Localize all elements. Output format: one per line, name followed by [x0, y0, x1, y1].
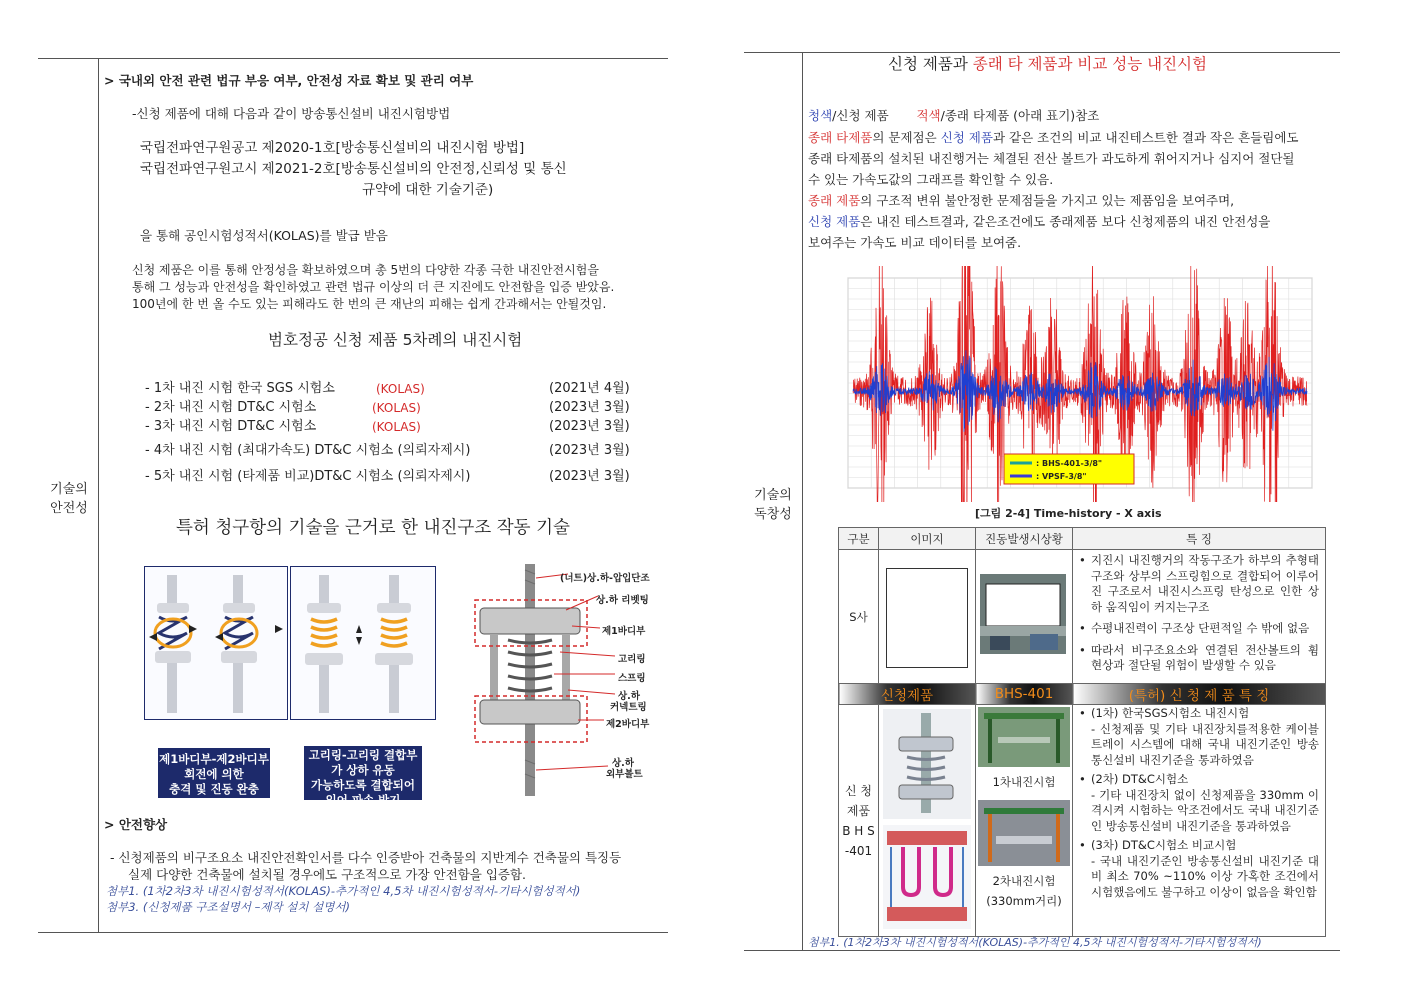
- desc-line: [808, 193, 1234, 209]
- safety-line: 실제 다양한 건축물에 설치될 경우에도 구조적으로 가장 안전함을 입증함.: [128, 867, 527, 882]
- caption-line: 회전에 의한: [184, 767, 244, 781]
- desc-red: 종래 타제품: [808, 130, 873, 145]
- col-header: 이미지: [879, 528, 976, 550]
- feature-item: [1079, 706, 1319, 768]
- test-date: (2023년 3월): [549, 419, 630, 434]
- test-name: - 4차 내진 시험 (최대가속도) DT&C 시험소 (의뢰자제시): [145, 443, 471, 458]
- desc-blue: 신청 제품: [940, 130, 993, 145]
- test-date: (2023년 3월): [549, 400, 630, 415]
- left-column-divider: [98, 58, 99, 933]
- feature-item: • 수평내진력이 구조상 단편적일 수 밖에 없음: [1079, 621, 1319, 637]
- row-label: S사: [839, 550, 879, 684]
- feature-table: [838, 527, 1326, 937]
- test1-photo: [978, 707, 1070, 767]
- row1-vibration-cell: [976, 550, 1073, 684]
- legend-label: : BHS-401-3/8": [1036, 459, 1103, 468]
- table-header-row: [839, 528, 1326, 550]
- right-attachment-note: 첨부1. (1차2차3차 내진시험성적서(KOLAS)-추가적인 4,5차 내진시험성적서-기타시험성적서): [808, 936, 1262, 949]
- legend-text: /신청 제품: [832, 108, 917, 123]
- caption-rotation: [158, 748, 270, 798]
- part-label: 상.하: [618, 691, 640, 702]
- part-label: 상.하 리벳팅: [596, 595, 649, 606]
- mechanism-diagram-rotation: [144, 566, 288, 720]
- time-history-svg: [818, 266, 1318, 502]
- banner-feature: (특허) 신 청 제 품 특 징: [1073, 684, 1326, 705]
- part-label: 제1바디부: [602, 626, 646, 637]
- feature-item: • 지진시 내진행거의 작동구조가 하부의 추형태구조와 상부의 스프링힘으로 결합되어 이루어진 구조로서 내진시스프링 탄성으로 인한 상하 움직임이 커지는구조: [1079, 553, 1319, 615]
- feature-item: [1079, 772, 1319, 834]
- test-tag: (KOLAS): [372, 401, 421, 415]
- right-column-divider: [802, 52, 803, 950]
- part-label: (너트)상.하-압입단조: [560, 573, 650, 584]
- feature-item: [1079, 838, 1319, 900]
- mechanism-diagram-ring: [290, 566, 436, 720]
- col-header: 특 징: [1073, 528, 1326, 550]
- left-law2: 국립전파연구원고시 제2021-2호[방송통신설비의 안전정,신뢰성 및 통신: [140, 161, 567, 177]
- left-para-line: 통해 그 성능과 안전성을 확인하였고 관련 법규 이상의 더 큰 지진에도 안전함을 입증 받았음.: [132, 280, 615, 294]
- left-law3: 규약에 대한 기술기준): [362, 182, 494, 198]
- feature-title: • (2차) DT&C시험소: [1091, 772, 1189, 786]
- part-label: 커넥트링: [610, 702, 647, 713]
- right-top-rule: [744, 52, 1340, 53]
- attachment-note: 첨부1. (1차2차3차 내진시험성적서(KOLAS)-추가적인 4,5차 내진시험성적서-기타시험성적서): [106, 884, 581, 898]
- desc-line: [808, 214, 1270, 230]
- left-intro: -신청 제품에 대해 다음과 같이 방송통신설비 내진시험방법: [132, 106, 451, 121]
- row1-bullets: [1073, 550, 1325, 674]
- col-header: 진동발생시상황: [976, 528, 1073, 550]
- feature-item: • 따라서 비구조요소와 연결된 전산볼트의 휨 현상과 절단될 위험이 발생할 수 있음: [1079, 643, 1319, 674]
- legend-label: : VPSF-3/8": [1036, 472, 1087, 481]
- product-images: [881, 707, 973, 931]
- table-row: [839, 705, 1326, 937]
- test2-photo: [978, 800, 1070, 866]
- desc-line: 종래 타제품의 설치된 내진행거는 체결된 전산 볼트가 과도하게 휘어지거나 심지어 절단될: [808, 151, 1295, 166]
- part-label: 상.하: [612, 758, 634, 769]
- test-name: - 3차 내진 시험 DT&C 시험소: [145, 419, 317, 434]
- row2-image-cell: [879, 705, 976, 937]
- caption-line: 가능하도록 결합되어: [311, 778, 415, 792]
- left-law1: 국립전파연구원공고 제2020-1호[방송통신설비의 내진시험 방법]: [140, 140, 525, 156]
- row2-features-cell: [1073, 705, 1326, 937]
- patent-title: 특허 청구항의 기술을 근거로 한 내진구조 작동 기술: [176, 518, 570, 538]
- col-header: 구분: [839, 528, 879, 550]
- left-tests-title: 범호정공 신청 제품 5차례의 내진시험: [268, 331, 523, 349]
- feature-title: • (1차) 한국SGS시험소 내진시험: [1091, 706, 1250, 720]
- desc-line: 보여주는 가속도 비교 데이터를 보여줌.: [808, 235, 1022, 250]
- test-date: (2021년 4월): [549, 381, 630, 396]
- product-banner-row: [839, 684, 1326, 705]
- row2-vibration-cell: [976, 705, 1073, 937]
- desc-line: [808, 130, 1299, 146]
- test-tag: (KOLAS): [376, 382, 425, 396]
- banner-product: 신청제품: [839, 684, 976, 705]
- desc-text: 의 문제점은: [872, 130, 941, 145]
- color-legend-line: [808, 108, 1099, 124]
- caption-line: 고리링-고리링 결합부: [308, 748, 418, 762]
- red-word: 적색: [916, 108, 941, 123]
- row2-bullets: [1073, 705, 1325, 900]
- hanger-rotation-illustration: [145, 567, 287, 719]
- attachment-note: 첨부3. (신청제품 구조설명서 –제작 설치 설명서): [106, 900, 350, 914]
- right-section-label: 기술의 독창성: [754, 488, 792, 522]
- desc-blue: 신청 제품: [808, 214, 861, 229]
- caption-line: 가 상하 유동: [331, 763, 395, 777]
- test2-caption: 2차내진시험: [992, 874, 1056, 888]
- part-label: 제2바디부: [606, 719, 650, 730]
- caption-line: 충격 및 진동 완충: [169, 782, 259, 796]
- blue-word: 청색: [808, 108, 833, 123]
- left-kolas: 을 통해 공인시험성적서(KOLAS)를 발급 받음: [140, 228, 388, 243]
- desc-red: 종래 제품: [808, 193, 861, 208]
- caption-line: 있어 파손 방지: [325, 793, 401, 807]
- test2-distance: (330mm거리): [986, 894, 1062, 908]
- left-heading-law: > 국내외 안전 관련 법규 부응 여부, 안전성 자료 확보 및 관리 여부: [104, 73, 474, 88]
- table-row: [839, 550, 1326, 684]
- time-history-chart: [818, 266, 1318, 502]
- legend-text: (아래 표기)참조: [1009, 108, 1100, 123]
- title-red: 종래 타 제품과 비교 성능 내진시험: [972, 55, 1207, 73]
- test-rig-photo: [980, 574, 1066, 654]
- feature-title: • (3차) DT&C시험소 비교시험: [1091, 838, 1237, 852]
- test-name: - 1차 내진 시험 한국 SGS 시험소: [145, 381, 335, 396]
- caption-ring: [304, 746, 422, 807]
- desc-text: 의 구조적 변위 불안정한 문제점들을 가지고 있는 제품임을 보여주며,: [860, 193, 1235, 208]
- test1-caption: 1차내진시험: [992, 775, 1056, 789]
- test-date: (2023년 3월): [549, 469, 630, 484]
- desc-text: 과 같은 조건의 비교 내진테스트한 결과 작은 흔들림에도: [992, 130, 1299, 145]
- left-para-line: 신청 제품은 이를 통해 안정성을 확보하였으며 총 5번의 다양한 각종 극한 내진안전시험을: [132, 263, 599, 277]
- left-top-rule: [38, 58, 668, 59]
- title-plain: 신청 제품과: [888, 55, 968, 73]
- row1-image-cell: [879, 550, 976, 684]
- right-title: [888, 56, 1207, 72]
- image-placeholder: [886, 568, 968, 668]
- left-para-line: 100년에 한 번 올 수도 있는 피해라도 한 번의 큰 재난의 피해는 쉽게 간과해서는 안될것임.: [132, 297, 607, 311]
- left-section-label: 기술의 안전성: [50, 482, 88, 516]
- banner-model: BHS-401: [976, 684, 1073, 705]
- test-name: - 5차 내진 시험 (타제품 비교)DT&C 시험소 (의뢰자제시): [145, 469, 471, 484]
- test-name: - 2차 내진 시험 DT&C 시험소: [145, 400, 317, 415]
- desc-text: 은 내진 테스트결과, 같은조건에도 종래제품 보다 신청제품의 내진 안전성을: [860, 214, 1271, 229]
- feature-detail: - 국내 내진기준인 방송통신설비 내진기준 대비 최소 70% ~110% 이상 가혹한 조건에서 시험했음에도 불구하고 이상이 없음을 확인함: [1091, 853, 1319, 899]
- caption-line: 제1바디부-제2바디부: [159, 752, 269, 766]
- legend-text: /종래 타제품: [940, 108, 1010, 123]
- part-label: 스프링: [618, 673, 646, 684]
- feature-detail: - 기타 내진장치 없이 신청제품을 330mm 이격시켜 시험하는 악조건에서도 국내 내진기준인 방송통신설비 내진기준을 통과하였음: [1091, 787, 1319, 833]
- row-label: 신 청 제품 B H S -401: [839, 705, 879, 937]
- hanger-ring-illustration: [291, 567, 435, 719]
- row1-features-cell: [1073, 550, 1326, 684]
- test-date: (2023년 3월): [549, 443, 630, 458]
- feature-detail: - 신청제품 및 기타 내진장치를적용한 케이블트레이 시스템에 대해 국내 내진기준인 방송통신설비 내진기준을 통과하였음: [1091, 721, 1319, 767]
- desc-line: 수 있는 가속도값의 그래프를 확인할 수 있음.: [808, 172, 1054, 187]
- part-label: 외부볼트: [606, 769, 643, 780]
- test-tag: (KOLAS): [372, 420, 421, 434]
- part-label: 고리링: [618, 654, 646, 665]
- left-heading-safety: > 안전향상: [104, 817, 168, 832]
- chart-caption: [그림 2-4] Time-history - X axis: [975, 507, 1162, 520]
- left-bottom-rule: [38, 932, 668, 933]
- safety-line: - 신청제품의 비구조요소 내진안전확인서를 다수 인증받아 건축물의 지반계수 건축물의 특징등: [110, 850, 622, 865]
